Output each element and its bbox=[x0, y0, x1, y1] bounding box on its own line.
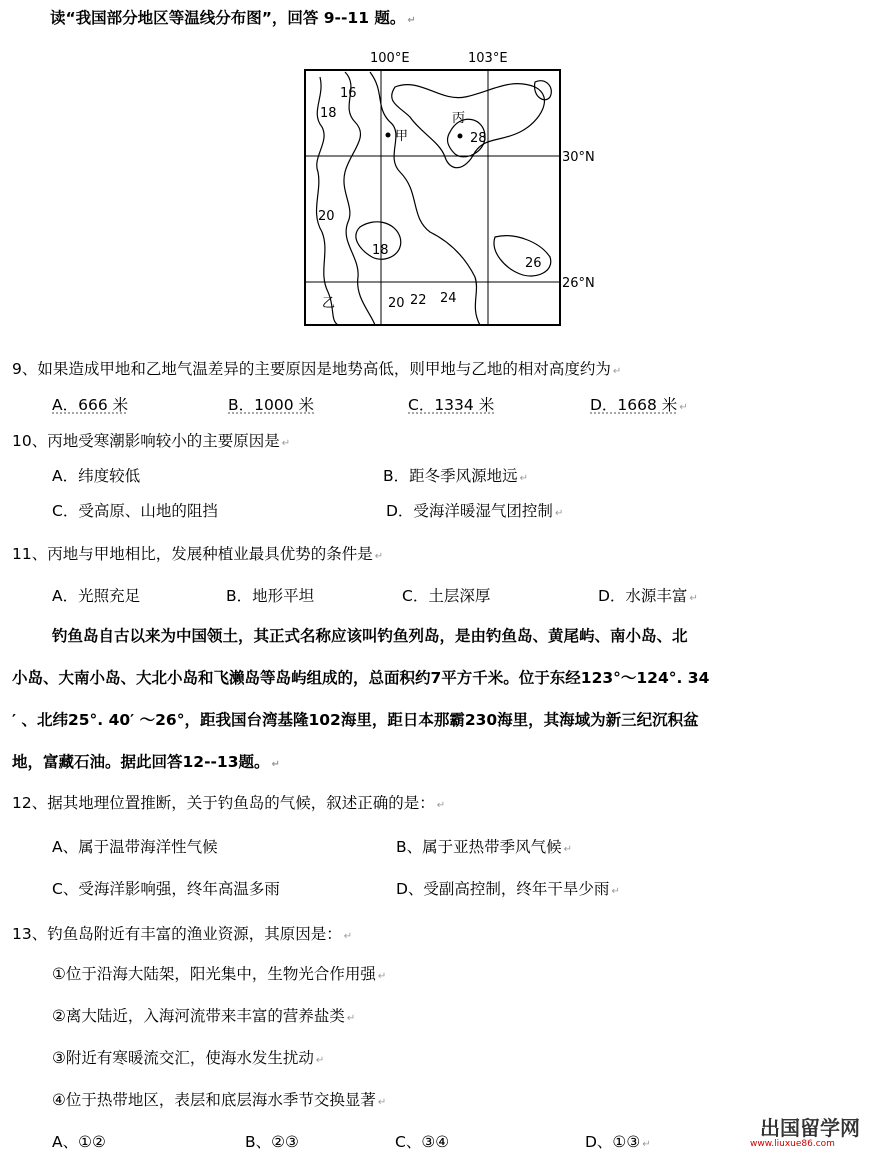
passage-line-3: ′ 、北纬25°. 40′ ～26°，距我国台湾基隆102海里，距日本那霸230海里，其海域为新三纪沉积盆 bbox=[12, 711, 699, 729]
q9-option-a: A．666 米 bbox=[52, 396, 129, 414]
iso-label: 22 bbox=[410, 293, 427, 308]
q9-option-c: C．1334 米 bbox=[408, 396, 495, 414]
iso-label: 18 bbox=[320, 106, 337, 121]
paragraph-mark-icon: ↵ bbox=[407, 15, 416, 26]
passage-line-1: 钓鱼岛自古以来为中国领土，其正式名称应该叫钓鱼列岛，是由钓鱼岛、黄尾屿、南小岛、北 bbox=[52, 627, 688, 645]
q11-option-d: D．水源丰富 ↵ bbox=[598, 587, 698, 605]
place-bing: 丙 bbox=[452, 111, 466, 126]
q12-option-c: C、受海洋影响强，终年高温多雨 bbox=[52, 880, 280, 898]
iso-label: 18 bbox=[372, 243, 389, 258]
iso-label: 26 bbox=[525, 256, 542, 271]
question-10-stem: 10、丙地受寒潮影响较小的主要原因是 ↵ bbox=[12, 432, 291, 450]
q13-option-a: A、①② bbox=[52, 1133, 106, 1151]
watermark-name: 出国留学网 bbox=[760, 1116, 860, 1140]
q13-option-b: B、②③ bbox=[245, 1133, 299, 1151]
iso-label: 24 bbox=[440, 291, 457, 306]
q10-option-b: B．距冬季风源地远 ↵ bbox=[383, 467, 529, 485]
q10-option-a: A．纬度较低 bbox=[52, 467, 141, 485]
q11-option-a: A．光照充足 bbox=[52, 587, 141, 605]
question-12-stem: 12、据其地理位置推断，关于钓鱼岛的气候，叙述正确的是： ↵ bbox=[12, 794, 446, 812]
question-13-stem: 13、钓鱼岛附近有丰富的渔业资源，其原因是： ↵ bbox=[12, 925, 353, 943]
q11-option-b: B．地形平坦 bbox=[226, 587, 315, 605]
q13-statement-1: ①位于沿海大陆架，阳光集中，生物光合作用强 ↵ bbox=[52, 965, 387, 983]
intro-text: 读“我国部分地区等温线分布图”，回答 9--11 题。 ↵ bbox=[50, 9, 416, 27]
q12-option-d: D、受副高控制，终年干旱少雨 ↵ bbox=[396, 880, 620, 898]
watermark-url: www.liuxue86.com bbox=[750, 1139, 835, 1149]
q10-option-d: D．受海洋暖湿气团控制 ↵ bbox=[386, 502, 564, 520]
isotherm-map bbox=[300, 42, 615, 332]
q10-option-c: C．受高原、山地的阻挡 bbox=[52, 502, 218, 520]
passage-line-2: 小岛、大南小岛、大北小岛和飞濑岛等岛屿组成的，总面积约7平方千米。位于东经123°～124°. 34 bbox=[12, 669, 710, 687]
iso-label: 20 bbox=[388, 296, 405, 311]
iso-label: 28 bbox=[470, 131, 487, 146]
place-jia: 甲 bbox=[395, 129, 409, 144]
question-11-stem: 11、丙地与甲地相比，发展种植业最具优势的条件是 ↵ bbox=[12, 545, 384, 563]
q11-option-c: C．土层深厚 bbox=[402, 587, 491, 605]
q13-statement-2: ②离大陆近，入海河流带来丰富的营养盐类 ↵ bbox=[52, 1007, 356, 1025]
q12-option-b: B、属于亚热带季风气候 ↵ bbox=[396, 838, 573, 856]
q12-option-a: A、属于温带海洋性气候 bbox=[52, 838, 218, 856]
q9-option-d: D．1668 米 ↵ bbox=[590, 396, 688, 414]
lon-label-103: 103°E bbox=[468, 51, 508, 66]
q13-option-d: D、①③ ↵ bbox=[585, 1133, 651, 1151]
q13-option-c: C、③④ bbox=[395, 1133, 450, 1151]
iso-label: 16 bbox=[340, 86, 357, 101]
lat-label-26: 26°N bbox=[562, 276, 595, 291]
q13-statement-3: ③附近有寒暖流交汇，使海水发生扰动 ↵ bbox=[52, 1049, 325, 1067]
place-yi: 乙 bbox=[322, 296, 336, 311]
lon-label-100: 100°E bbox=[370, 51, 410, 66]
lat-label-30: 30°N bbox=[562, 150, 595, 165]
question-9-stem: 9、如果造成甲地和乙地气温差异的主要原因是地势高低，则甲地与乙地的相对高度约为 ↵ bbox=[12, 360, 622, 378]
passage-line-4: 地，富藏石油。据此回答12--13题。 ↵ bbox=[12, 753, 280, 771]
iso-label: 20 bbox=[318, 209, 335, 224]
q9-option-b: B．1000 米 bbox=[228, 396, 315, 414]
q13-statement-4: ④位于热带地区，表层和底层海水季节交换显著 ↵ bbox=[52, 1091, 387, 1109]
